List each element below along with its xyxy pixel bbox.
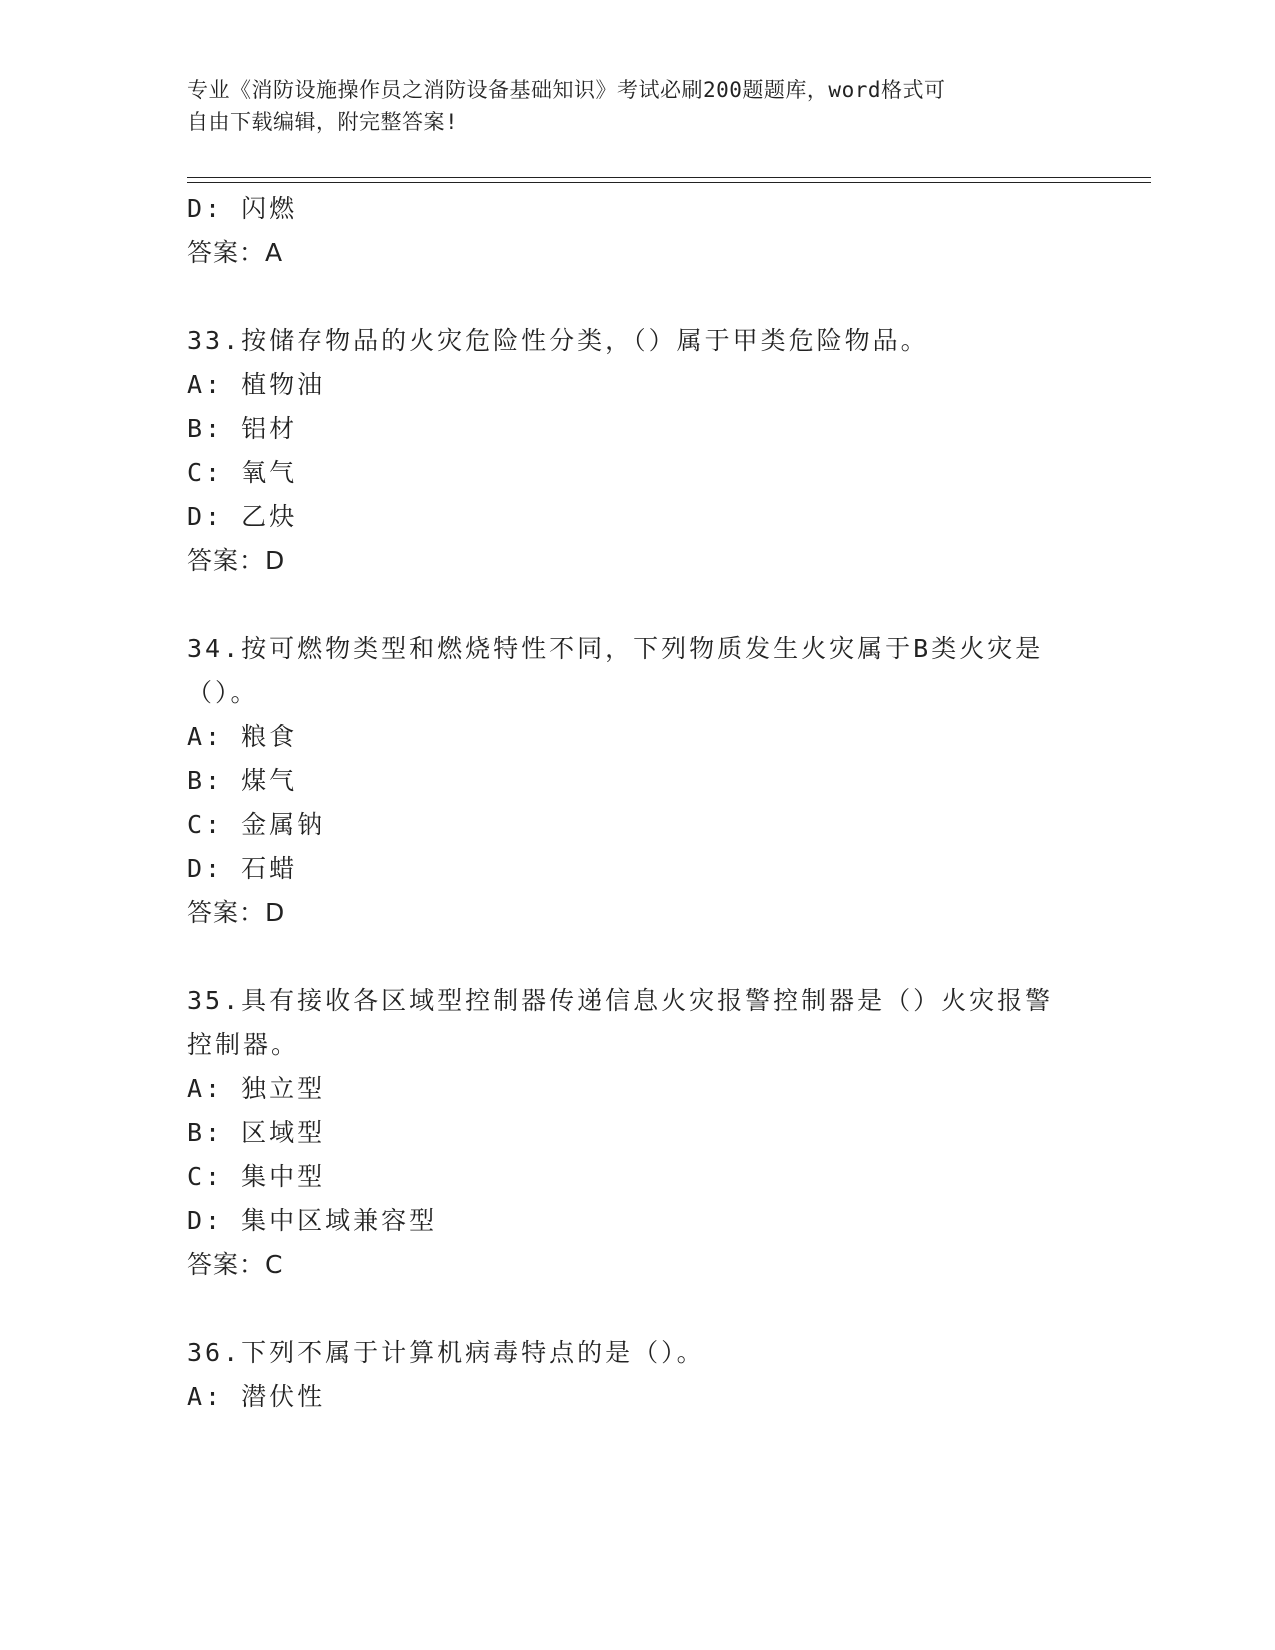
- q36-stem: 36.下列不属于计算机病毒特点的是（）。: [187, 1338, 705, 1367]
- q34-option-c: C: 金属钠: [187, 810, 326, 839]
- q33-option-d: D: 乙炔: [187, 502, 298, 531]
- q35-stem-line-1: 35.具有接收各区域型控制器传递信息火灾报警控制器是（）火灾报警: [187, 986, 1054, 1015]
- q33-option-c: C: 氧气: [187, 458, 298, 487]
- header-rule-top: [187, 177, 1151, 178]
- header-rule-bottom: [187, 182, 1151, 183]
- q34-option-b: B: 煤气: [187, 766, 298, 795]
- header-title-line-2: 自由下载编辑，附完整答案!: [187, 110, 459, 134]
- q35-option-a: A: 独立型: [187, 1074, 326, 1103]
- q35-answer: 答案：C: [187, 1250, 284, 1279]
- q33-answer: 答案：D: [187, 546, 286, 575]
- q35-option-c: C: 集中型: [187, 1162, 326, 1191]
- q35-option-b: B: 区域型: [187, 1118, 326, 1147]
- header-title-line-1: 专业《消防设施操作员之消防设备基础知识》考试必刷200题题库，word格式可: [187, 78, 946, 102]
- q34-answer: 答案：D: [187, 898, 286, 927]
- q34-option-d: D: 石蜡: [187, 854, 298, 883]
- q33-stem: 33.按储存物品的火灾危险性分类，（）属于甲类危险物品。: [187, 326, 929, 355]
- q33-option-a: A: 植物油: [187, 370, 326, 399]
- prev-answer: 答案：A: [187, 238, 284, 267]
- document-header: [187, 74, 1067, 138]
- q33-option-b: B: 铝材: [187, 414, 298, 443]
- prev-option-d: D: 闪燃: [187, 194, 298, 223]
- q34-stem-line-2: （）。: [187, 678, 259, 707]
- q34-stem-line-1: 34.按可燃物类型和燃烧特性不同，下列物质发生火灾属于B类火灾是: [187, 634, 1044, 663]
- q35-option-d: D: 集中区域兼容型: [187, 1206, 438, 1235]
- q35-stem-line-2: 控制器。: [187, 1030, 300, 1059]
- q36-option-a: A: 潜伏性: [187, 1382, 326, 1411]
- q34-option-a: A: 粮食: [187, 722, 298, 751]
